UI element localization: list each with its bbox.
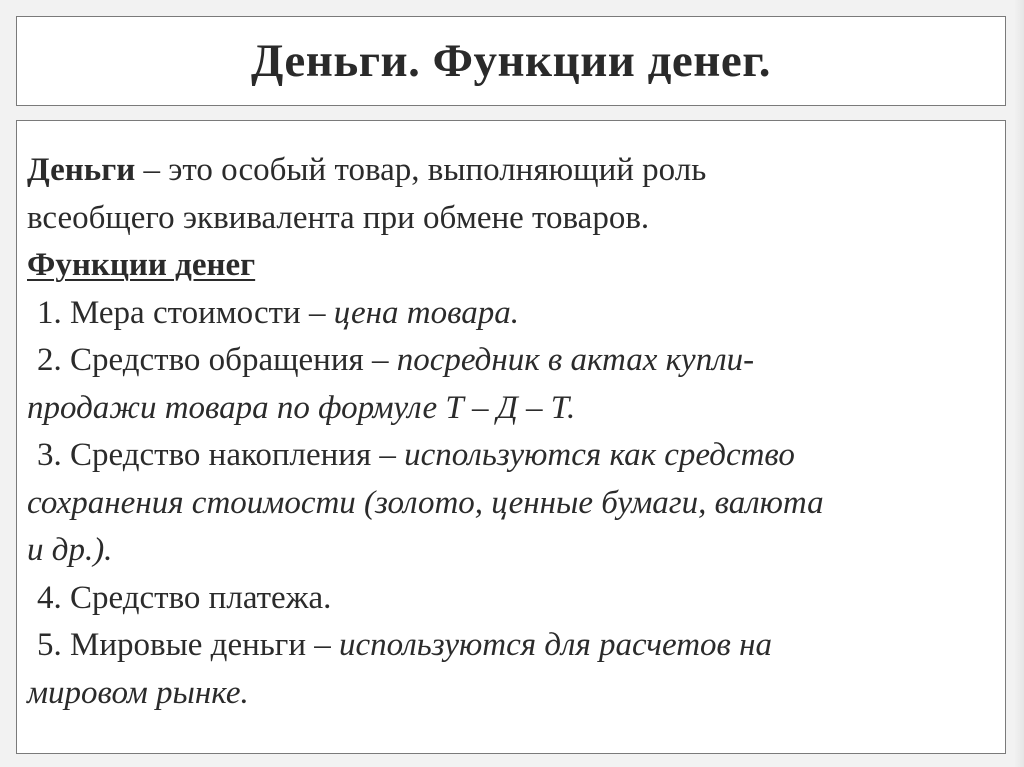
function-5-dash: –	[306, 627, 339, 663]
function-3-line-2	[27, 480, 995, 528]
function-4-line-1	[27, 575, 995, 623]
function-3-name: 3. Средство накопления	[37, 437, 372, 473]
function-1-dash: –	[300, 294, 334, 331]
content-box	[16, 120, 1006, 754]
function-5-desc-1: используются для расчетов на	[339, 627, 772, 663]
function-3-desc-2: сохранения стоимости (золото, ценные бумаги, валюта	[27, 484, 824, 521]
function-5-line-2	[27, 670, 995, 718]
definition-text-2: всеобщего эквивалента при обмене товаров.	[27, 199, 650, 236]
function-2-desc-1: посредник в актах купли-	[396, 342, 755, 378]
functions-heading: Функции денег	[27, 247, 256, 283]
function-5-desc-2: мировом рынке.	[27, 674, 249, 711]
title-box	[16, 16, 1006, 106]
slide-title: Деньги. Функции денег.	[250, 35, 771, 87]
function-1-line-1	[27, 290, 995, 338]
function-2-line-2	[27, 385, 995, 433]
function-2-line-1	[27, 337, 995, 385]
function-3-desc-3: и др.).	[27, 532, 113, 568]
function-2-name: 2. Средство обращения	[37, 342, 364, 378]
definition-text-1: – это особый товар, выполняющий роль	[135, 152, 707, 188]
function-5-line-1	[27, 622, 995, 670]
definition-line-1	[27, 147, 995, 195]
functions-heading-line	[27, 242, 995, 290]
function-1-name: 1. Мера стоимости	[37, 294, 301, 331]
definition-term: Деньги	[27, 152, 136, 188]
function-3-dash: –	[371, 437, 405, 473]
function-1-desc-1: цена товара.	[333, 294, 519, 331]
function-5-name: 5. Мировые деньги	[37, 627, 306, 663]
function-3-desc-1: используются как средство	[404, 437, 795, 473]
function-4-name: 4. Средство платежа.	[37, 579, 332, 616]
page-edge-shadow	[1014, 0, 1024, 767]
function-3-line-1	[27, 432, 995, 480]
function-2-dash: –	[363, 342, 397, 378]
function-2-desc-2: продажи товара по формуле Т – Д – Т.	[27, 389, 576, 426]
function-3-line-3	[27, 527, 995, 575]
definition-line-2	[27, 195, 995, 243]
